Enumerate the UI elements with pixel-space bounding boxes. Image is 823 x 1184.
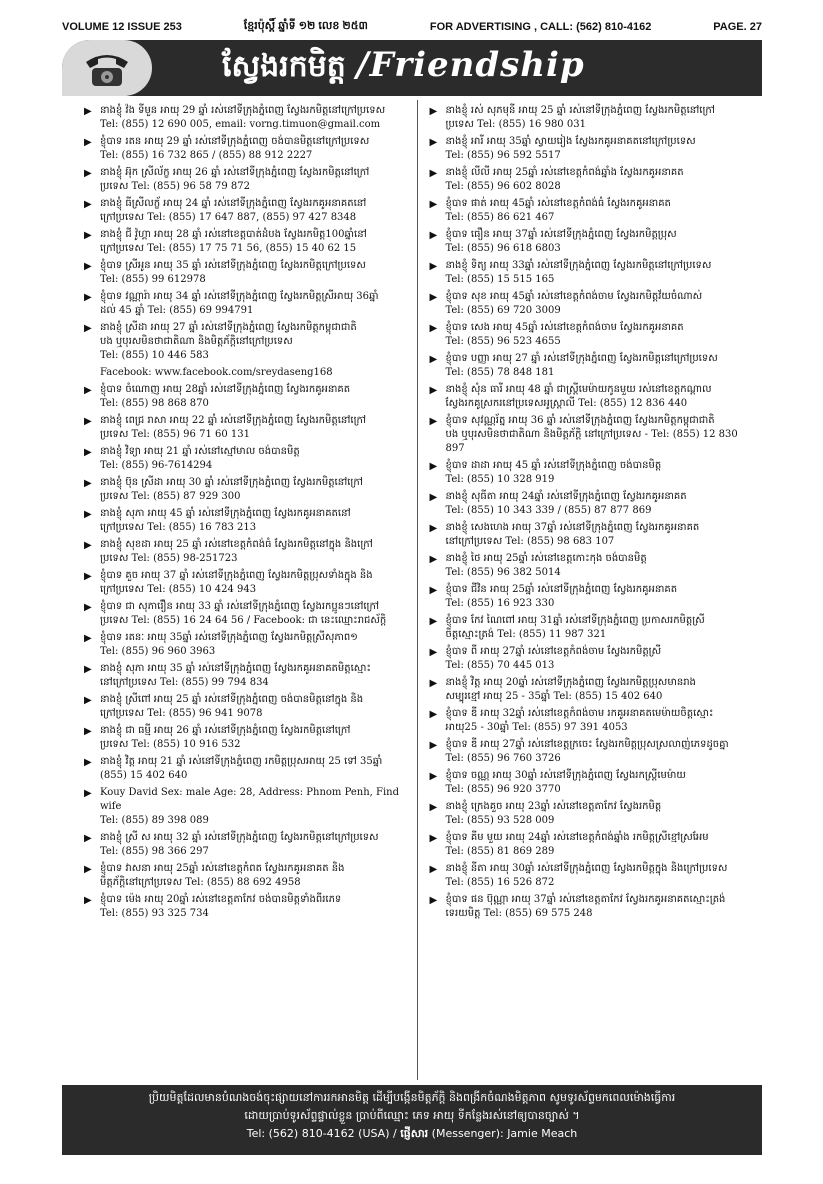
listing-text: ខ្ញុំបាទ សេង អាយុ 45ឆ្នាំ រស់នៅខេត្តកំពង់ចាម ស្វែងរកគូអនាគត Tel: (855) 96 523 4655 (445, 322, 684, 347)
listing-item (430, 490, 753, 518)
listing-text: នាងខ្ញុំ រស់ សុភមុនី អាយុ 25 ឆ្នាំ រស់នៅទីក្រុងភ្នំពេញ ស្វែងរកមិត្តនៅក្រៅ ប្រទេស Tel: (855) 16 980 031 (445, 105, 715, 130)
bullet-arrow-icon: ▶ (429, 709, 438, 720)
listing-item (84, 321, 407, 363)
bullet-arrow-icon: ▶ (84, 137, 92, 148)
volume-issue: VOLUME 12 ISSUE 253 (62, 21, 182, 33)
listing-item (430, 769, 753, 797)
listing-text: នាងខ្ញុំ ពេជ្រ រាសា អាយុ 22 ឆ្នាំ រស់នៅទីក្រុងភ្នំពេញ ស្វែងរកមិត្តនៅក្រៅ ប្រទេស Tel: (855) 96 71 60 131 (100, 415, 367, 440)
banner-title (222, 45, 585, 91)
listing-text: ខ្ញុំបាទ ធឿន អាយុ 37ឆ្នាំ រស់នៅទីក្រុងភ្នំពេញ ស្វែងរកមិត្តប្រុស Tel: (855) 96 618 6803 (445, 229, 677, 254)
bullet-arrow-icon: ▶ (429, 833, 438, 844)
listing-text: នាងខ្ញុំ វ៉ង ទីមួន អាយុ 29 ឆ្នាំ រស់នៅទីក្រុងភ្នំពេញ ស្វែងរកមិត្តនៅក្រៅប្រទេស Tel: (855) 12 690 005, email: vorng.timuon@gmail.com (100, 105, 386, 130)
listing-text: ខ្ញុំបាទ កែវ ណៃពៅ អាយុ 31ឆ្នាំ រស់នៅទីក្រុងភ្នំពេញ ប្រកាសរកមិត្តស្រី ចិត្តស្មោះត្រង់ Tel: (855) 11 987 321 (445, 615, 705, 640)
bullet-arrow-icon: ▶ (84, 416, 92, 427)
listing-text: នាងខ្ញុំ ធីស្រីលក្ខ័ អាយុ 24 ឆ្នាំ រស់នៅទីក្រុងភ្នំពេញ ស្វែងរកគូអនាគតនៅ ក្រៅប្រទេស Tel: (855) 17 647 887, (855) 97 427 8348 (100, 198, 367, 223)
bullet-arrow-icon: ▶ (429, 523, 438, 534)
footer-messenger: (Messenger): Jamie Meach (431, 1127, 578, 1140)
listing-text: នាងខ្ញុំ វិទ្យា អាយុ 21 ឆ្នាំ រស់នៅស្មៅមាល ចង់បានមិត្ត Tel: (855) 96-7614294 (100, 446, 300, 471)
listings-area (72, 100, 762, 1080)
bullet-arrow-icon: ▶ (84, 571, 92, 582)
listing-note: Facebook: www.facebook.com/sreydaseng168 (100, 367, 333, 378)
bullet-arrow-icon: ▶ (84, 833, 92, 844)
left-column (72, 100, 418, 1080)
listing-item (430, 707, 753, 735)
listing-item (84, 662, 407, 690)
listing-item (84, 538, 407, 566)
bullet-arrow-icon: ▶ (84, 895, 92, 906)
listing-item (84, 228, 407, 256)
bullet-arrow-icon: ▶ (84, 633, 92, 644)
listing-item (430, 290, 753, 318)
bullet-arrow-icon: ▶ (429, 354, 438, 365)
listing-text: នាងខ្ញុំ នីតា អាយុ 30ឆ្នាំ រស់នៅទីក្រុងភ្នំពេញ ស្វែងរកមិត្តក្នុង និងក្រៅប្រទេស Tel: (855) 16 526 872 (445, 863, 728, 888)
listing-item (430, 614, 753, 642)
right-column (418, 100, 763, 1080)
listing-text: ខ្ញុំបាទ គីម មួយ អាយុ 24ឆ្នាំ រស់នៅខេត្តកំពង់ឆ្នាំង រកមិត្តស្រីខ្មៅស្រអែម Tel: (855) 81 869 289 (445, 832, 709, 857)
listing-text: ខ្ញុំបាទ ឌី អាយុ 27ឆ្នាំ រស់នៅខេត្តក្រចេះ ស្វែងរកមិត្តប្រុសស្រលាញ់ភេទដូចគ្នា Tel: (855) 96 760 3726 (445, 739, 729, 764)
bullet-arrow-icon: ▶ (429, 740, 438, 751)
listing-item (430, 414, 753, 456)
footer-contact (62, 1125, 762, 1143)
bullet-arrow-icon: ▶ (429, 106, 438, 117)
listing-text: នាងខ្ញុំ ប៊ុន ស្រីដា អាយុ 30 ឆ្នាំ រស់នៅទីក្រុងភ្នំពេញ ស្វែងរកមិត្តនៅក្រៅ ប្រទេស Tel: (855) 87 929 300 (100, 477, 363, 502)
listing-item (430, 104, 753, 132)
listing-text: ខ្ញុំបាទ រតន អាយុ 29 ឆ្នាំ រស់នៅទីក្រុងភ្នំពេញ ចង់បានមិត្តនៅក្រៅប្រទេស Tel: (855) 16 732 865 / (855) 88 912 2227 (100, 136, 370, 161)
bullet-arrow-icon: ▶ (429, 385, 438, 396)
listing-item (430, 135, 753, 163)
listing-text: នាងខ្ញុំ លីលី អាយុ 25ឆ្នាំ រស់នៅខេត្តកំពង់ឆ្នាំង ស្វែងរកគូអនាគត Tel: (855) 96 602 8028 (445, 167, 684, 192)
listing-item (84, 166, 407, 194)
listing-text: Kouy David Sex: male Age: 28, Address: Phnom Penh, Find wife Tel: (855) 89 398 089 (100, 787, 400, 826)
bullet-arrow-icon: ▶ (429, 616, 438, 627)
listing-item (84, 831, 407, 859)
listing-item (84, 290, 407, 318)
bullet-arrow-icon: ▶ (84, 478, 92, 489)
bullet-arrow-icon: ▶ (429, 864, 438, 875)
banner-english-title: /Friendship (356, 45, 585, 85)
listing-item (430, 645, 753, 673)
bullet-arrow-icon: ▶ (84, 106, 92, 117)
listing-item (84, 755, 407, 783)
listing-item (84, 786, 407, 828)
footer-line-2: ដោយប្រាប់ទូរស័ព្ទផ្ទាល់ខ្លួន ប្រាប់ពីឈ្មោះ ភេទ អាយុ ទីកន្លែងរស់នៅឲ្យបានច្បាស់ ។ (244, 1109, 580, 1122)
bullet-arrow-icon: ▶ (429, 261, 438, 272)
bullet-arrow-icon: ▶ (429, 292, 438, 303)
listing-item (430, 552, 753, 580)
bullet-arrow-icon: ▶ (84, 602, 92, 613)
listing-text: នាងខ្ញុំ ទិត្យ អាយុ 33ឆ្នាំ រស់នៅទីក្រុងភ្នំពេញ ស្វែងរកមិត្តនៅក្រៅប្រទេស Tel: (855) 15 515 165 (445, 260, 712, 285)
listing-text: ខ្ញុំបាទ ចណ្ណ អាយុ 30ឆ្នាំ រស់នៅទីក្រុងភ្នំពេញ ស្វែងរកស្ត្រីមេម៉ាយ Tel: (855) 96 920 3770 (445, 770, 686, 795)
bullet-arrow-icon: ▶ (429, 678, 438, 689)
bullet-arrow-icon: ▶ (429, 647, 438, 658)
listing-item (430, 459, 753, 487)
listing-item (430, 800, 753, 828)
listing-text: ខ្ញុំបាទ ម៉េង អាយុ 20ឆ្នាំ រស់នៅខេត្តតាកែវ ចង់បានមិត្តទាំងពីរភេទ Tel: (855) 93 325 734 (100, 894, 342, 919)
listing-text: ខ្ញុំបាទ ផន ប៊ុណ្ណា អាយុ 37ឆ្នាំ រស់នៅខេត្តតាកែវ ស្វែងរកគូអនាគតស្មោះត្រង់ ទេរយមិត្ត Tel: (855) 69 575 248 (445, 894, 726, 919)
bullet-arrow-icon: ▶ (429, 895, 438, 906)
listing-item (430, 738, 753, 766)
listing-text: ខ្ញុំបាទ ចំណោញ អាយុ 28ឆ្នាំ រស់នៅទីក្រុងភ្នំពេញ ស្វែងរកគូអនាគត Tel: (855) 98 868 870 (100, 384, 351, 409)
listing-text: ខ្ញុំបាទ ផាត់ អាយុ 45ឆ្នាំ រស់នៅខេត្តកំពង់ធំ ស្វែងរកគូអនាគត Tel: (855) 86 621 467 (445, 198, 671, 223)
listing-item (84, 507, 407, 535)
listing-item (84, 197, 407, 225)
listing-text: ខ្ញុំបាទ ជា សុភារ៉ឿន អាយុ 33 ឆ្នាំ រស់នៅទីក្រុងភ្នំពេញ ស្វែងរកប្អូនៗនៅក្រៅ ប្រទេស Tel: (855) 16 24 64 56 / Facebook: ជា នេះឈ្មោះរាជស័ក្តិ (100, 601, 387, 626)
bullet-arrow-icon: ▶ (84, 261, 92, 272)
section-banner (62, 40, 762, 96)
listing-item (430, 583, 753, 611)
bullet-arrow-icon: ▶ (84, 230, 92, 241)
listing-item (84, 724, 407, 752)
listing-item (430, 259, 753, 287)
bullet-arrow-icon: ▶ (429, 416, 438, 427)
bullet-arrow-icon: ▶ (84, 199, 92, 210)
footer-send-label: ផ្ញើសារ (400, 1127, 429, 1140)
listing-text: ខ្ញុំបាទ ពី អាយុ 27ឆ្នាំ រស់នៅខេត្តកំពង់ចាម ស្វែងរកមិត្តស្រី Tel: (855) 70 445 013 (445, 646, 662, 671)
listing-text: ខ្ញុំបាទ វាសនា អាយុ 25ឆ្នាំ រស់នៅខេត្តកំពត ស្វែងរកគូអនាគត និង មិត្តភ័ក្តិនៅក្រៅប្រទេស Tel: (855) 88 692 4958 (100, 863, 345, 888)
telephone-icon (62, 40, 152, 96)
bullet-arrow-icon: ▶ (429, 137, 438, 148)
listing-text: ខ្ញុំបាទ រតនៈ អាយុ 35ឆ្នាំ រស់នៅទីក្រុងភ្នំពេញ ស្វែងរកមិត្តស្រីសុភាព១ Tel: (855) 96 960 3963 (100, 632, 358, 657)
listing-text: នាងខ្ញុំ សុភា អាយុ 35 ឆ្នាំ រស់នៅទីក្រុងភ្នំពេញ ស្វែងរកគូអនាគតមិត្តស្មោះ នៅក្រៅប្រទេស Tel: (855) 99 794 834 (100, 663, 371, 688)
listing-item (84, 135, 407, 163)
bullet-arrow-icon: ▶ (84, 788, 92, 799)
bullet-arrow-icon: ▶ (429, 323, 438, 334)
listing-text: ខ្ញុំបាទ ស្រីអូន អាយុ 35 ឆ្នាំ រស់នៅទីក្រុងភ្នំពេញ ស្វែងរកមិត្តក្រៅប្រទេស Tel: (855) 99 612978 (100, 260, 366, 285)
listing-text: នាងខ្ញុំ វិត្ត អាយុ 20ឆ្នាំ រស់នៅទីក្រុងភ្នំពេញ ស្វែងរកមិត្តប្រុសមានរាង សម្បុរខ្មៅ អាយុ 25 - 35ឆ្នាំ Tel: (855) 15 402 640 (445, 677, 696, 702)
bullet-arrow-icon: ▶ (84, 664, 92, 675)
bullet-arrow-icon: ▶ (84, 168, 92, 179)
listing-text: នាងខ្ញុំ សុខដា អាយុ 25 ឆ្នាំ រស់នៅខេត្តកំពង់ធំ ស្វែងរកមិត្តនៅក្នុង និងក្រៅ ប្រទេស Tel: (855) 98-251723 (100, 539, 373, 564)
bullet-arrow-icon: ▶ (84, 864, 92, 875)
footer-tel: Tel: (562) 810-4162 (USA) (246, 1127, 390, 1140)
listing-item (430, 228, 753, 256)
advertising-contact: FOR ADVERTISING , CALL: (562) 810-4162 (429, 21, 652, 33)
listing-text: នាងខ្ញុំ អ៊ុក ស្រីល័ក្ខ អាយុ 26 ឆ្នាំ រស់នៅទីក្រុងភ្នំពេញ ស្វែងរកមិត្តនៅក្រៅ ប្រទេស Tel: (855) 96 58 79 872 (100, 167, 370, 192)
listing-item (84, 104, 407, 132)
listing-text: នាងខ្ញុំ សុភា អាយុ 45 ឆ្នាំ រស់នៅទីក្រុងភ្នំពេញ ស្វែងរកគូអនាគតនៅ ក្រៅប្រទេស Tel: (855) 16 783 213 (100, 508, 351, 533)
bullet-arrow-icon: ▶ (429, 802, 438, 813)
listing-item (84, 383, 407, 411)
listing-item (84, 862, 407, 890)
bullet-arrow-icon: ▶ (429, 585, 438, 596)
listing-item (430, 521, 753, 549)
page-number: PAGE. 27 (713, 21, 762, 33)
listing-text: ខ្ញុំបាទ បញ្ញា អាយុ 27 ឆ្នាំ រស់នៅទីក្រុងភ្នំពេញ ស្វែងរកមិត្តនៅក្រៅប្រទេស Tel: (855) 78 848 181 (445, 353, 718, 378)
listing-text: នាងខ្ញុំ វិត្ត អាយុ 21 ឆ្នាំ រស់នៅទីក្រុងភ្នំពេញ រកមិត្តប្រុសអាយុ 25 ទៅ 35ឆ្នាំ (855) 15 402 640 (100, 756, 383, 781)
listing-item (430, 166, 753, 194)
listing-text: នាងខ្ញុំ ស្រីដា អាយុ 27 ឆ្នាំ រស់នៅទីក្រុងភ្នំពេញ ស្វែងរកមិត្តកម្ពុជាជាតិ បង ឬបុរសមិនថាជាតិណា និងមិត្តភ័ក្តិនៅក្រៅប្រទេស Tel: (855) 10 446 583 (100, 322, 357, 361)
listing-text: នាងខ្ញុំ ជា ធម្មី អាយុ 26 ឆ្នាំ រស់នៅទីក្រុងភ្នំពេញ ស្វែងរកមិត្តនៅក្រៅ ប្រទេស Tel: (855) 10 916 532 (100, 725, 351, 750)
listing-text: ខ្ញុំបាទ ឌី អាយុ 32ឆ្នាំ រស់នៅខេត្តកំពង់ចាម រកគូអនាគតមេម៉ាយចិត្តស្មោះ អាយុ25 - 30ឆ្នាំ Tel: (855) 97 391 4053 (445, 708, 714, 733)
footer-line-1: ប្រិយមិត្តដែលមានបំណងចង់ចុះផ្សាយនៅការរកអានមិត្ត ដើម្បីបង្កើនមិត្តភ័ក្តិ និងពង្រីកចំណងមិត្តភាព សូមទូរស័ព្ទមកពេលម៉ោងធ្វើការ (148, 1091, 676, 1104)
listing-item (84, 476, 407, 504)
listing-text: នាងខ្ញុំ សុំន ធារី អាយុ 48 ឆ្នាំ ជាស្ត្រីមេម៉ាយកូនមួយ រស់នៅខេត្តកណ្តាល ស្វែងរកគូស្រករនៅប្រទេសអូស្ត្រាលី Tel: (855) 12 836 440 (445, 384, 712, 409)
bullet-arrow-icon: ▶ (429, 199, 438, 210)
listing-item (84, 414, 407, 442)
listing-text: នាងខ្ញុំ ថៃ អាយុ 25ឆ្នាំ រស់នៅខេត្តកោះកុង ចង់បានមិត្ត Tel: (855) 96 382 5014 (445, 553, 647, 578)
listing-item (84, 259, 407, 287)
listing-text: ខ្ញុំបាទ ដាដា អាយុ 45 ឆ្នាំ រស់នៅទីក្រុងភ្នំពេញ ចង់បានមិត្ត Tel: (855) 10 328 919 (445, 460, 662, 485)
listing-text: ខ្ញុំបាទ វណ្ណារ៉ា អាយុ 34 ឆ្នាំ រស់នៅទីក្រុងភ្នំពេញ ស្វែងរកមិត្តស្រីអាយុ 36ឆ្នាំ ដល់ 45 ឆ្នាំ Tel: (855) 69 994791 (100, 291, 379, 316)
bullet-arrow-icon: ▶ (84, 385, 92, 396)
listing-text: នាងខ្ញុំ អារី អាយុ 35ឆ្នាំ ស្វាយរៀង ស្វែងរកគូអនាគតនៅក្រៅប្រទេស Tel: (855) 96 592 5517 (445, 136, 696, 161)
bullet-arrow-icon: ▶ (429, 168, 438, 179)
bullet-arrow-icon: ▶ (84, 695, 92, 706)
page-header (62, 18, 762, 36)
listing-item (430, 352, 753, 380)
listing-item (84, 631, 407, 659)
bullet-arrow-icon: ▶ (84, 540, 92, 551)
listing-item (430, 893, 753, 921)
footer-separator: / (393, 1127, 397, 1140)
listing-text: ខ្ញុំបាទ សុវណ្ណរ័ត្ន អាយុ 36 ឆ្នាំ រស់នៅទីក្រុងភ្នំពេញ ស្វែងរកមិត្តកម្ពុជាជាតិ បង ឬបុរសមិនថាជាតិណា និងមិត្តភ័ក្តិ នៅក្រៅប្រទេស - Tel: (855) 12 830 897 (445, 415, 738, 454)
footer-notice (62, 1085, 762, 1155)
listing-item (430, 862, 753, 890)
listing-text: នាងខ្ញុំ ក្រេងគួច អាយុ 23ឆ្នាំ រស់នៅខេត្តតាកែវ ស្វែងរកមិត្ត Tel: (855) 93 528 009 (445, 801, 662, 826)
bullet-arrow-icon: ▶ (84, 757, 92, 768)
khmer-masthead: ខ្មែរប៉ុស្តិ៍ ឆ្នាំទី ១២ លេខ ២៥៣ (243, 20, 368, 32)
bullet-arrow-icon: ▶ (84, 726, 92, 737)
listing-item (430, 197, 753, 225)
listing-item (84, 445, 407, 473)
listing-text: នាងខ្ញុំ សុធីតា អាយុ 24ឆ្នាំ រស់នៅទីក្រុងភ្នំពេញ ស្វែងរកគូអនាគត Tel: (855) 10 343 339 / (855) 87 877 869 (445, 491, 687, 516)
banner-khmer-title: ស្វែងរកមិត្ត (222, 49, 346, 84)
listing-text: នាងខ្ញុំ ស្រីពៅ អាយុ 25 ឆ្នាំ រស់នៅទីក្រុងភ្នំពេញ ចង់បានមិត្តនៅក្នុង និង ក្រៅប្រទេស Tel: (855) 96 941 9078 (100, 694, 364, 719)
listing-item (84, 693, 407, 721)
listing-item (430, 321, 753, 349)
bullet-arrow-icon: ▶ (429, 771, 438, 782)
listing-text: ខ្ញុំបាទ សុខ អាយុ 45ឆ្នាំ រស់នៅខេត្តកំពង់ចាម ស្វែងរកមិត្តវ័យចំណាស់ Tel: (855) 69 720 3009 (445, 291, 703, 316)
bullet-arrow-icon: ▶ (84, 447, 92, 458)
bullet-arrow-icon: ▶ (84, 509, 92, 520)
listing-item (84, 893, 407, 921)
bullet-arrow-icon: ▶ (84, 292, 92, 303)
bullet-arrow-icon: ▶ (429, 461, 438, 472)
bullet-arrow-icon: ▶ (429, 230, 438, 241)
listing-item (430, 676, 753, 704)
listing-text: ខ្ញុំបាទ ជីវិន អាយុ 25ឆ្នាំ រស់នៅទីក្រុងភ្នំពេញ ស្វែងរកគូអនាគត Tel: (855) 16 923 330 (445, 584, 678, 609)
bullet-arrow-icon: ▶ (429, 492, 438, 503)
listing-item (84, 569, 407, 597)
listing-item (84, 600, 407, 628)
bullet-arrow-icon: ▶ (84, 323, 92, 334)
listing-text: នាងខ្ញុំ ជី វ៉ូហ្គា អាយុ 28 ឆ្នាំ រស់នៅខេត្តបាត់ដំបង ស្វែងរកមិត្ត100ឆ្នាំនៅ ក្រៅប្រទេស Tel: (855) 17 75 71 56, (855) 15 40 62 15 (100, 229, 367, 254)
listing-text: នាងខ្ញុំ ស្រី ស អាយុ 32 ឆ្នាំ រស់នៅទីក្រុងភ្នំពេញ ស្វែងរកមិត្តនៅក្រៅប្រទេស Tel: (855) 98 366 297 (100, 832, 379, 857)
bullet-arrow-icon: ▶ (429, 554, 438, 565)
listing-item (430, 383, 753, 411)
listing-text: ខ្ញុំបាទ គួច អាយុ 37 ឆ្នាំ រស់នៅទីក្រុងភ្នំពេញ ស្វែងរកមិត្តប្រុសទាំងក្នុង និង ក្រៅប្រទេស Tel: (855) 10 424 943 (100, 570, 373, 595)
listing-text: នាងខ្ញុំ សេងហេង អាយុ 37ឆ្នាំ រស់នៅទីក្រុងភ្នំពេញ ស្វែងរកគូអនាគត នៅក្រៅប្រទេស Tel: (855) 98 683 107 (445, 522, 700, 547)
listing-item (430, 831, 753, 859)
